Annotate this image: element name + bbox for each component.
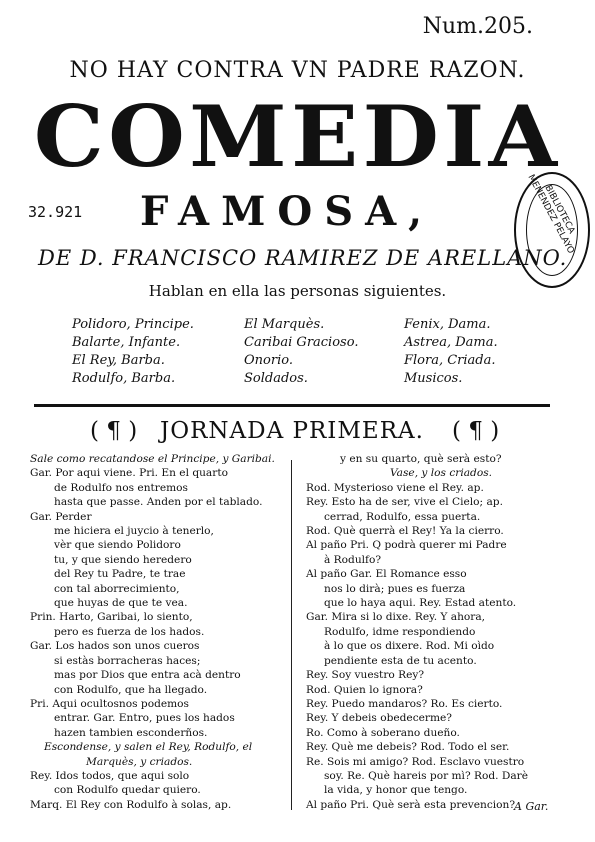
verse-line: con Rodulfo quedar quiero. [54,784,201,797]
catchword: A Gar. [514,800,549,813]
text-column-left [30,452,286,812]
verse-line: Gar. Perder [30,510,92,523]
verse-line: Ro. Como à soberano dueño. [306,726,460,739]
comedia-heading: COMEDIA [33,87,562,186]
verse-line: Rey. Què me debeis? Rod. Todo el ser. [306,741,510,754]
verse-line: con tal aborrecimiento, [54,582,180,595]
cast-column-3 [404,316,498,388]
cast-member: Rodulfo, Barba. [72,371,176,386]
verse-line: con Rodulfo, que ha llegado. [54,683,208,696]
shelfmark: 32.921 [28,203,83,221]
verse-line: Rod. Mysterioso viene el Rey. ap. [306,481,484,494]
cast-column-1 [72,316,194,388]
stage-direction: Sale como recatandose el Principe, y Garibai. [30,453,275,465]
act-title: JORNADA PRIMERA. [160,418,424,444]
stage-direction: Marquès, y criados. [86,755,193,768]
cast-member: El Rey, Barba. [72,353,165,368]
cast-member: Polidoro, Principe. [72,317,194,332]
verse-line: Gar. Por aqui viene. Pri. En el quarto [30,467,228,480]
verse-line: que lo haya aqui. Rey. Estad atento. [324,597,517,610]
pilcrow-left: ( ¶ ) [90,418,138,444]
cast-heading: Hablan en ella las personas siguientes. [148,282,447,300]
verse-line: Rodulfo, idme respondiendo [324,625,476,638]
verse-line: Rey. Idos todos, que aqui solo [30,769,190,782]
verse-line: mas por Dios que entra acà dentro [54,669,241,682]
verse-line: Rey. Esto ha de ser, vive el Cielo; ap. [306,496,503,509]
cast-member: Balarte, Infante. [72,335,181,350]
cast-member: Soldados. [244,371,308,386]
horizontal-rule [34,404,550,407]
verse-line: y en su quarto, què serà esto? [340,453,502,465]
verse-line: pero es fuerza de los hados. [54,625,205,638]
verse-line: si estàs borracheras haces; [54,654,201,667]
verse-line: Marq. El Rey con Rodulfo à solas, ap. [30,798,232,811]
verse-line: Al paño Pri. Què serà esta prevencion? [306,798,516,811]
verse-line: Gar. Los hados son unos cueros [30,640,200,653]
verse-line: me hiciera el juycio à tenerlo, [54,525,214,538]
cast-column-2 [244,316,358,388]
verse-line: hazen tambien esconderños. [54,726,208,739]
verse-line: de Rodulfo nos entremos [54,481,188,494]
cast-member: Astrea, Dama. [404,335,498,350]
verse-line: Gar. Mira si lo dixe. Rey. Y ahora, [306,611,486,624]
verse-line: del Rey tu Padre, te trae [54,568,186,581]
verse-line: Rey. Puedo mandaros? Ro. Es cierto. [306,697,503,710]
verse-line: Rey. Soy vuestro Rey? [306,669,425,682]
verse-line: vèr que siendo Polidoro [54,539,181,552]
author-line: DE D. FRANCISCO RAMIREZ DE ARELLANO. [38,246,568,270]
stage-direction: Vase, y los criados. [390,467,493,480]
cast-member: Onorio. [244,353,293,368]
library-stamp [514,172,590,288]
famosa-heading: FAMOSA, [140,188,435,235]
verse-line: Al paño Gar. El Romance esso [306,568,467,581]
verse-line: Al paño Pri. Q podrà querer mi Padre [306,539,507,552]
verse-line: Rod. Quien lo ignora? [306,683,423,696]
verse-line: Pri. Aqui ocultosnos podemos [30,697,189,710]
text-column-right [300,452,562,812]
verse-line: entrar. Gar. Entro, pues los hados [54,712,235,725]
verse-line: tu, y que siendo heredero [54,553,192,566]
verse-line: hasta que passe. Anden por el tablado. [54,496,263,509]
verse-line: soy. Re. Què hareis por mì? Rod. Darè [324,769,529,782]
verse-line: pendiente esta de tu acento. [324,654,477,667]
verse-line: cerrad, Rodulfo, essa puerta. [324,510,481,523]
cast-member: Flora, Criada. [404,353,496,368]
verse-line: que huyas de que te vea. [54,597,188,610]
verse-line: à Rodulfo? [324,553,382,566]
column-divider [291,460,292,810]
verse-line: nos lo dirà; pues es fuerza [324,582,466,595]
pilcrow-right: ( ¶ ) [452,418,500,444]
verse-line: Rod. Què querrà el Rey! Ya la cierro. [306,525,504,538]
cast-member: Fenix, Dama. [404,317,491,332]
cast-member: Caribai Gracioso. [244,335,359,350]
verse-line: à lo que os dixere. Rod. Mi oìdo [324,640,495,653]
verse-line: la vida, y honor que tengo. [324,784,468,797]
play-title: NO HAY CONTRA VN PADRE RAZON. [69,58,526,83]
verse-line: Prin. Harto, Garibai, lo siento, [30,611,193,624]
issue-number: Num.205. [422,14,533,39]
cast-member: Musicos. [404,371,463,386]
verse-line: Re. Sois mi amigo? Rod. Esclavo vuestro [306,755,525,768]
stage-direction: Escondense, y salen el Rey, Rodulfo, el [44,741,253,754]
verse-line: Rey. Y debeis obedecerme? [306,712,452,725]
library-stamp-text: BIBLIOTECA MENENDEZ PELAYO [525,173,577,256]
cast-member: El Marquès. [244,317,325,332]
